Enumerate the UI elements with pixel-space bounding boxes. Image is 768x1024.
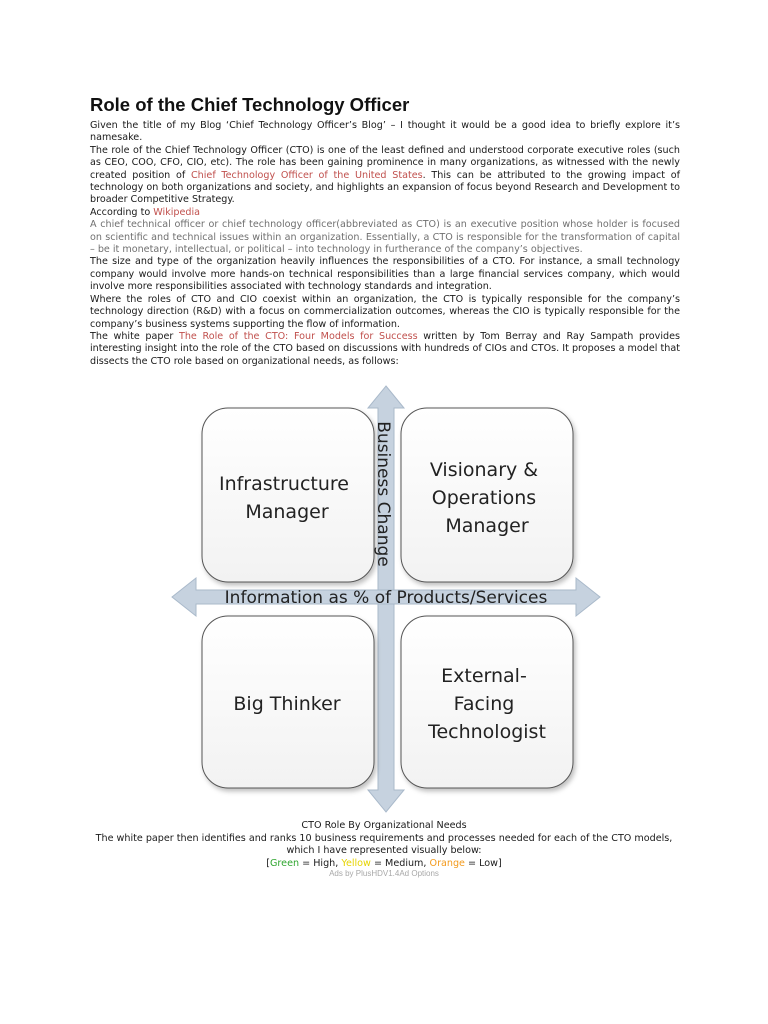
cto-role-text-end: . This can be attributed to the growing impact of technology on both organizations and society, and highlights an expansion of focus beyond Research and Development to broader Competitive Strategy. — [90, 169, 680, 206]
white-paper-text: The white paper — [90, 330, 179, 342]
cto-quadrant-diagram — [0, 378, 768, 820]
legend-yellow: Yellow — [341, 858, 371, 869]
quadrant-external-facing-technologist — [401, 616, 573, 788]
legend-open: [ — [266, 858, 270, 869]
size-type-paragraph: The size and type of the organization heavily influences the responsibilities of a CTO. For instance, a small technology company would involve more hands-on technical responsibilities than a large financial services company, which would involve more responsibilities associated with technology standards and integration. — [90, 256, 680, 293]
according-line — [90, 207, 680, 219]
cto-us-link[interactable]: Chief Technology Officer of the United States — [190, 169, 423, 181]
cto-cio-paragraph: Where the roles of CTO and CIO coexist within an organization, the CTO is typically responsible for the company’s technology direction (R&D) with a focus on commercialization outcomes, whereas the CIO is typically responsible for the company’s business systems supporting the flow of information. — [90, 293, 680, 330]
quadrant-label: Infrastructure Manager — [218, 473, 349, 523]
white-paper-text-end: written by Tom Berray and Ray Sampath provides interesting insight into the role of the CTO based on discussions with hundreds of CIOs and CTOs. It proposes a model that dissects the CTO role based on organizational needs, as follows: — [90, 330, 681, 367]
quadrant-label: Big Thinker — [233, 693, 341, 715]
vertical-axis-label: Business Change — [373, 421, 393, 567]
closing-paragraph: The white paper then identifies and ranks 10 business requirements and processes needed for each of the CTO models, which I have represented visually below: — [95, 833, 673, 857]
wikipedia-quote: A chief technical officer or chief technology officer(abbreviated as CTO) is an executive position whose holder is focused on scientific and technical issues within an organization. Essentially, a CTO is responsible for the transformation of capital – be it monetary, intellectual, or political – into technology in furtherance of the company’s objectives. — [90, 219, 680, 256]
article — [90, 94, 680, 368]
intro-paragraph: Given the title of my Blog ‘Chief Technology Officer’s Blog’ – I thought it would be a good idea to briefly explore it’s namesake. — [90, 120, 680, 144]
cto-role-paragraph — [90, 145, 680, 207]
quadrant-big-thinker — [202, 616, 374, 788]
cto-role-text: The role of the Chief Technology Officer (CTO) is one of the least defined and understood corporate executive roles (such as CEO, COO, CFO, CIO, etc). The role has been gaining prominence in many organizations, as witnessed with the newly created position of — [90, 144, 680, 181]
horizontal-axis-label: Information as % of Products/Services — [224, 588, 548, 608]
legend-orange: Orange — [429, 858, 465, 869]
legend-orange-desc: = Low — [464, 858, 498, 869]
diagram-caption: CTO Role By Organizational Needs — [301, 820, 467, 831]
quadrant-label: External- Facing Technologist — [428, 665, 546, 743]
legend-close: ] — [498, 858, 502, 869]
ads-line[interactable]: Ads by PlusHDV1.4Ad Options — [329, 869, 439, 878]
white-paper-link[interactable]: The Role of the CTO: Four Models for Success — [178, 330, 418, 342]
according-text: According to — [90, 206, 154, 218]
quadrant-label: Visionary & Operations Manager — [429, 459, 539, 537]
legend-green: Green — [270, 858, 300, 869]
white-paper-paragraph — [90, 331, 680, 368]
quadrant-visionary-operations-manager — [401, 408, 573, 582]
page-title: Role of the Chief Technology Officer — [90, 94, 410, 115]
quadrant-infrastructure-manager — [202, 408, 374, 582]
legend-yellow-desc: = Medium, — [370, 858, 430, 869]
legend-green-desc: = High, — [299, 858, 342, 869]
wikipedia-link[interactable]: Wikipedia — [153, 206, 201, 218]
